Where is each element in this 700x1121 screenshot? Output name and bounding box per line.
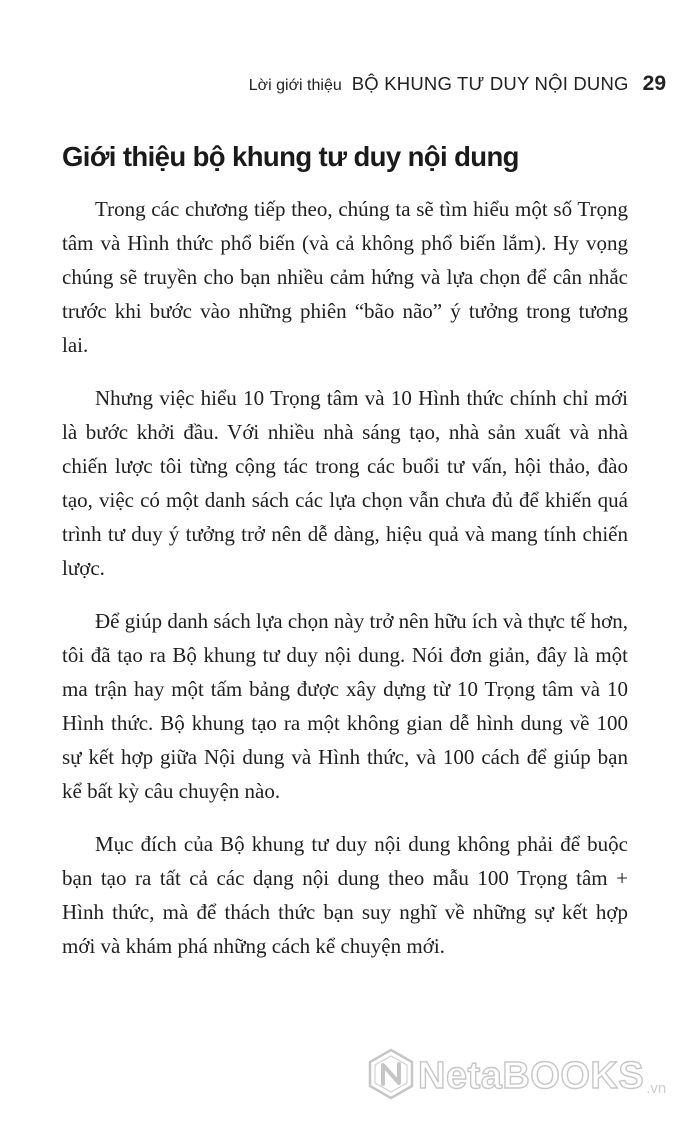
paragraph: Trong các chương tiếp theo, chúng ta sẽ tìm hiểu một số Trọng tâm và Hình thức phổ biến (và cả không phổ biến lắm). Hy vọng chúng sẽ truyền cho bạn nhiều cảm hứng và lựa chọn để cân nhắc trước khi bước vào những phiên “bão não” ý tưởng trong tương lai. <box>62 197 628 357</box>
watermark-brand: NetaBOOKS <box>418 1055 645 1097</box>
section-heading: Giới thiệu bộ khung tư duy nội dung <box>62 141 519 172</box>
watermark <box>368 1048 666 1105</box>
watermark-suffix: .vn <box>646 1080 667 1097</box>
netabooks-logo-icon <box>368 1048 418 1105</box>
body-text <box>62 192 628 982</box>
paragraph: Để giúp danh sách lựa chọn này trở nên hữu ích và thực tế hơn, tôi đã tạo ra Bộ khung tư duy nội dung. Nói đơn giản, đây là một ma trận hay một tấm bảng được xây dựng từ 10 Trọng tâm và 10 Hình thức. Bộ khung tạo ra một không gian dễ hình dung về 100 sự kết hợp giữa Nội dung và Hình thức, và 100 cách để giúp bạn kể bất kỳ câu chuyện nào. <box>62 609 628 803</box>
header-section-label: Lời giới thiệu <box>248 77 342 94</box>
paragraph: Mục đích của Bộ khung tư duy nội dung không phải để buộc bạn tạo ra tất cả các dạng nội dung theo mẫu 100 Trọng tâm + Hình thức, mà để thách thức bạn suy nghĩ về những sự kết hợp mới và khám phá những cách kể chuyện mới. <box>62 832 628 958</box>
paragraph: Nhưng việc hiểu 10 Trọng tâm và 10 Hình thức chính chỉ mới là bước khởi đầu. Với nhiều nhà sáng tạo, nhà sản xuất và nhà chiến lược tôi từng cộng tác trong các buổi tư vấn, hội thảo, đào tạo, việc có một danh sách các lựa chọn vẫn chưa đủ để khiến quá trình tư duy ý tưởng trở nên dễ dàng, hiệu quả và mang tính chiến lược. <box>62 386 628 580</box>
page-number: 29 <box>642 72 666 95</box>
header-book-title: BỘ KHUNG TƯ DUY NỘI DUNG <box>351 73 629 94</box>
running-header <box>249 72 666 96</box>
